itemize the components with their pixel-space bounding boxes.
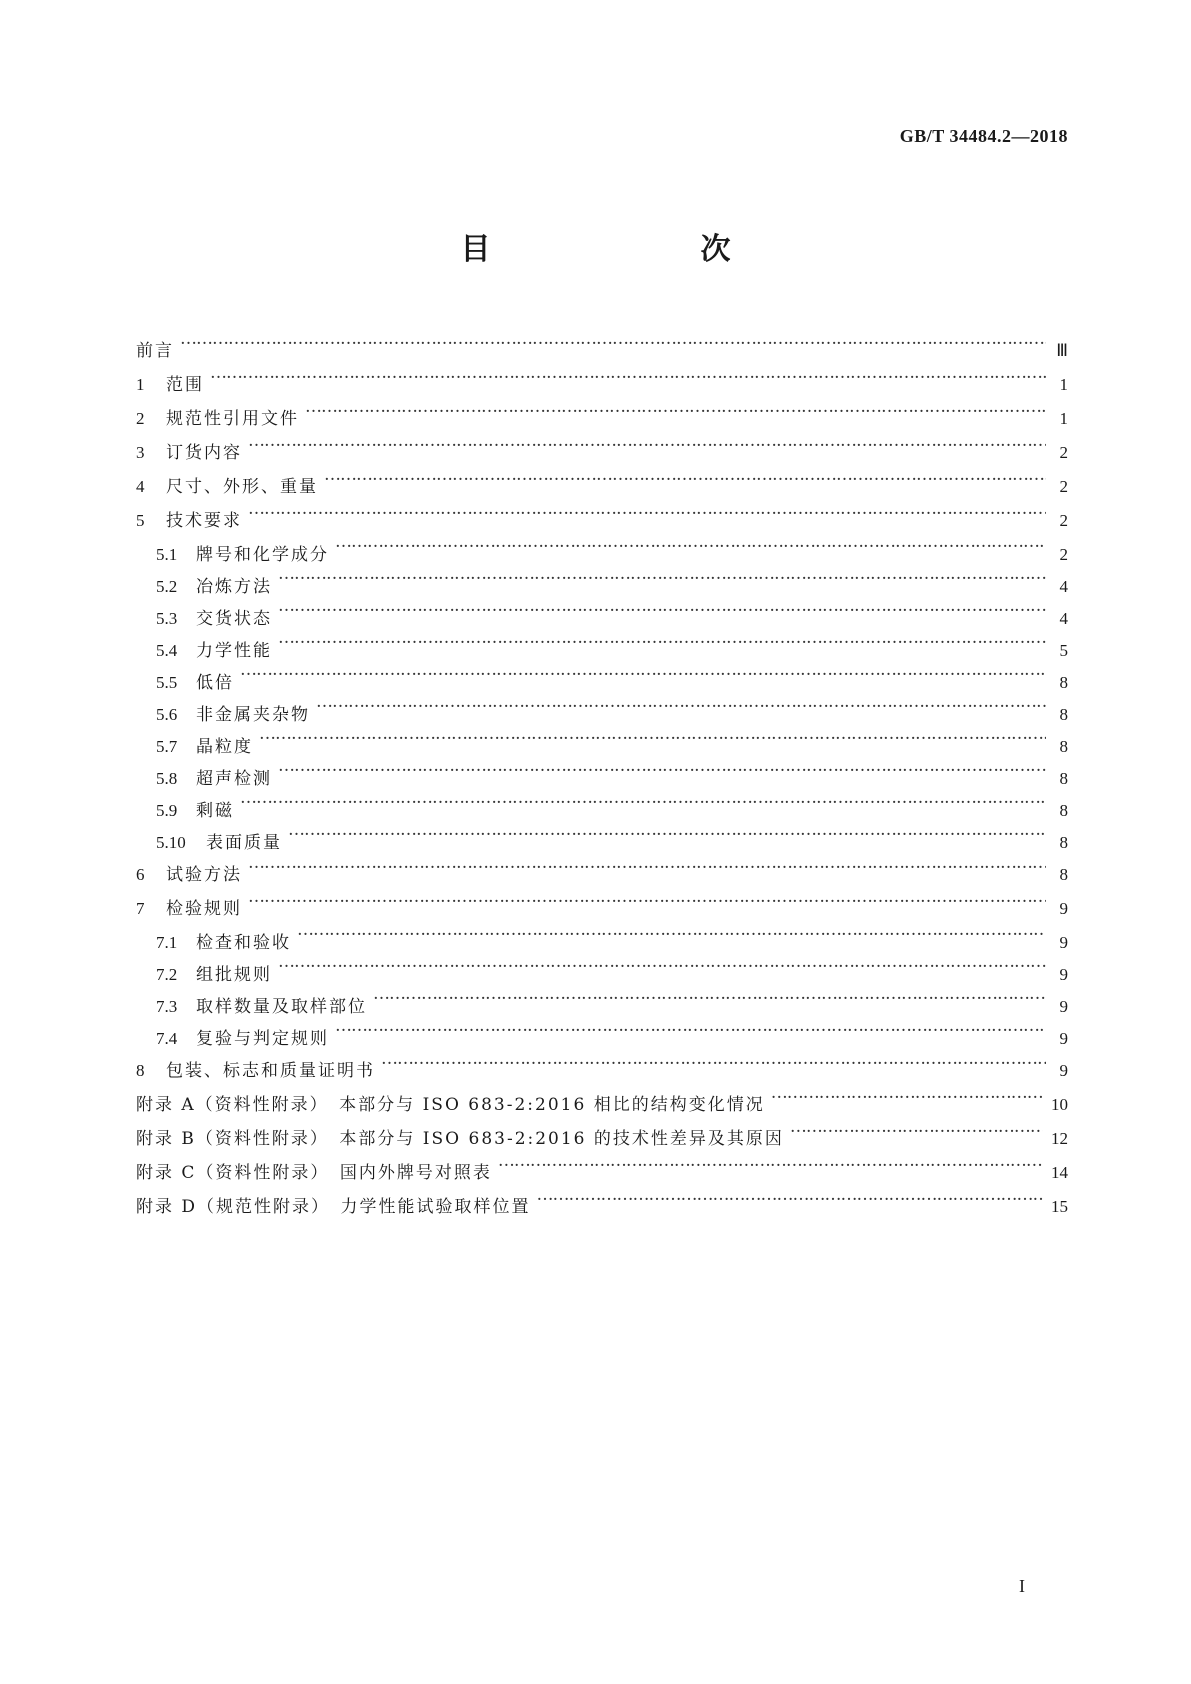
toc-num: 3 xyxy=(136,443,145,462)
toc-entry-5-5[interactable] xyxy=(136,654,1068,693)
toc-leader-dots xyxy=(537,1178,1043,1212)
toc-num: 8 xyxy=(136,1061,145,1080)
toc-num: 5.2 xyxy=(156,577,178,596)
toc-label: 试验方法 xyxy=(166,865,242,885)
toc-num: 7.3 xyxy=(156,997,178,1016)
toc-page: 8 xyxy=(1059,833,1068,852)
toc-leader-dots xyxy=(335,1010,1046,1044)
toc-entry-1[interactable] xyxy=(136,356,1068,395)
toc-page: 8 xyxy=(1059,801,1068,820)
toc-page: 8 xyxy=(1059,769,1068,788)
toc-page: 10 xyxy=(1051,1095,1068,1114)
toc-label: 包装、标志和质量证明书 xyxy=(166,1061,375,1081)
toc-page: 2 xyxy=(1059,443,1068,462)
toc-num: 5.8 xyxy=(156,769,178,788)
toc-label: 范围 xyxy=(166,375,204,395)
toc-label: 规范性引用文件 xyxy=(166,409,299,429)
toc-page: 9 xyxy=(1059,965,1068,984)
toc-label: 订货内容 xyxy=(166,443,242,463)
toc-page: 8 xyxy=(1059,737,1068,756)
toc-label: 表面质量 xyxy=(206,833,282,853)
toc-leader-dots xyxy=(373,978,1046,1012)
toc-label: 牌号和化学成分 xyxy=(196,545,329,565)
toc-num: 5.6 xyxy=(156,705,178,724)
toc-leader-dots xyxy=(324,458,1046,492)
toc-leader-dots xyxy=(316,686,1046,720)
toc-num: 4 xyxy=(136,477,145,496)
toc-page: 15 xyxy=(1051,1197,1068,1216)
toc-page: 9 xyxy=(1059,933,1068,952)
toc-leader-dots xyxy=(381,1042,1046,1076)
toc-entry-2[interactable] xyxy=(136,390,1068,429)
toc-label: 附录 D（规范性附录） 力学性能试验取样位置 xyxy=(136,1197,531,1217)
toc-num: 5.1 xyxy=(156,545,178,564)
toc-page: Ⅲ xyxy=(1056,341,1068,360)
toc-leader-dots xyxy=(248,492,1046,526)
toc-page: 9 xyxy=(1059,1061,1068,1080)
toc-leader-dots xyxy=(248,424,1046,458)
toc-entry-7-1[interactable] xyxy=(136,914,1068,953)
table-of-contents xyxy=(136,322,1068,1217)
toc-entry-4[interactable] xyxy=(136,458,1068,497)
toc-label: 超声检测 xyxy=(196,769,272,789)
toc-entry-7[interactable] xyxy=(136,880,1068,919)
toc-leader-dots xyxy=(278,750,1046,784)
toc-page: 2 xyxy=(1059,511,1068,530)
toc-leader-dots xyxy=(305,390,1046,424)
toc-label: 技术要求 xyxy=(166,511,242,531)
toc-num: 5.5 xyxy=(156,673,178,692)
toc-label: 力学性能 xyxy=(196,641,272,661)
toc-num: 7 xyxy=(136,899,145,918)
toc-num: 5.10 xyxy=(156,833,186,852)
toc-leader-dots xyxy=(278,590,1046,624)
toc-page: 2 xyxy=(1059,477,1068,496)
toc-entry-3[interactable] xyxy=(136,424,1068,463)
toc-entry-5-8[interactable] xyxy=(136,750,1068,789)
toc-page: 12 xyxy=(1051,1129,1068,1148)
toc-num: 5 xyxy=(136,511,145,530)
toc-entry-5-9[interactable] xyxy=(136,782,1068,821)
toc-label: 检查和验收 xyxy=(196,933,291,953)
toc-num: 7.4 xyxy=(156,1029,178,1048)
toc-label: 尺寸、外形、重量 xyxy=(166,477,318,497)
toc-num: 7.2 xyxy=(156,965,178,984)
toc-entry-5-10[interactable] xyxy=(136,814,1068,853)
toc-page: 8 xyxy=(1059,865,1068,884)
toc-leader-dots xyxy=(259,718,1046,752)
toc-num: 5.4 xyxy=(156,641,178,660)
toc-page: 4 xyxy=(1059,609,1068,628)
toc-leader-dots xyxy=(180,322,1046,356)
toc-page: 2 xyxy=(1059,545,1068,564)
standard-code: GB/T 34484.2—2018 xyxy=(899,126,1068,146)
toc-label: 附录 A（资料性附录） 本部分与 ISO 683-2:2016 相比的结构变化情况 xyxy=(136,1095,765,1115)
toc-entry-5-6[interactable] xyxy=(136,686,1068,725)
toc-page: 1 xyxy=(1059,409,1068,428)
toc-num: 2 xyxy=(136,409,145,428)
toc-leader-dots xyxy=(771,1076,1043,1110)
toc-entry-foreword[interactable] xyxy=(136,322,1068,361)
toc-leader-dots xyxy=(248,846,1046,880)
toc-leader-dots xyxy=(210,356,1046,390)
toc-page: 1 xyxy=(1059,375,1068,394)
toc-page: 8 xyxy=(1059,705,1068,724)
toc-label: 前言 xyxy=(136,341,174,361)
toc-entry-5-7[interactable] xyxy=(136,718,1068,757)
toc-num: 6 xyxy=(136,865,145,884)
toc-num: 5.9 xyxy=(156,801,178,820)
toc-page: 9 xyxy=(1059,997,1068,1016)
toc-page: 8 xyxy=(1059,673,1068,692)
toc-num: 5.7 xyxy=(156,737,178,756)
toc-page: 14 xyxy=(1051,1163,1068,1182)
toc-leader-dots xyxy=(297,914,1046,948)
toc-leader-dots xyxy=(790,1110,1043,1144)
toc-leader-dots xyxy=(248,880,1046,914)
page-number: I xyxy=(1019,1576,1025,1596)
toc-entry-5-1[interactable] xyxy=(136,526,1068,565)
toc-leader-dots xyxy=(278,622,1046,656)
toc-num: 5.3 xyxy=(156,609,178,628)
toc-label: 检验规则 xyxy=(166,899,242,919)
page-title: 目 次 xyxy=(460,232,781,267)
toc-label: 低倍 xyxy=(196,673,234,693)
toc-page: 9 xyxy=(1059,899,1068,918)
toc-leader-dots xyxy=(240,782,1046,816)
toc-num: 1 xyxy=(136,375,145,394)
toc-label: 剩磁 xyxy=(196,801,234,821)
toc-label: 非金属夹杂物 xyxy=(196,705,310,725)
toc-label: 复验与判定规则 xyxy=(196,1029,329,1049)
toc-label: 附录 B（资料性附录） 本部分与 ISO 683-2:2016 的技术性差异及其原因 xyxy=(136,1129,784,1149)
toc-leader-dots xyxy=(288,814,1046,848)
toc-page: 9 xyxy=(1059,1029,1068,1048)
toc-label: 冶炼方法 xyxy=(196,577,272,597)
toc-leader-dots xyxy=(278,946,1046,980)
toc-entry-6[interactable] xyxy=(136,846,1068,885)
toc-page: 4 xyxy=(1059,577,1068,596)
toc-label: 交货状态 xyxy=(196,609,272,629)
toc-label: 附录 C（资料性附录） 国内外牌号对照表 xyxy=(136,1163,492,1183)
toc-label: 晶粒度 xyxy=(196,737,253,757)
toc-leader-dots xyxy=(335,526,1046,560)
toc-num: 7.1 xyxy=(156,933,178,952)
toc-entry-5[interactable] xyxy=(136,492,1068,531)
toc-label: 取样数量及取样部位 xyxy=(196,997,367,1017)
toc-leader-dots xyxy=(278,558,1046,592)
toc-leader-dots xyxy=(498,1144,1043,1178)
toc-leader-dots xyxy=(240,654,1046,688)
toc-label: 组批规则 xyxy=(196,965,272,985)
toc-page: 5 xyxy=(1059,641,1068,660)
